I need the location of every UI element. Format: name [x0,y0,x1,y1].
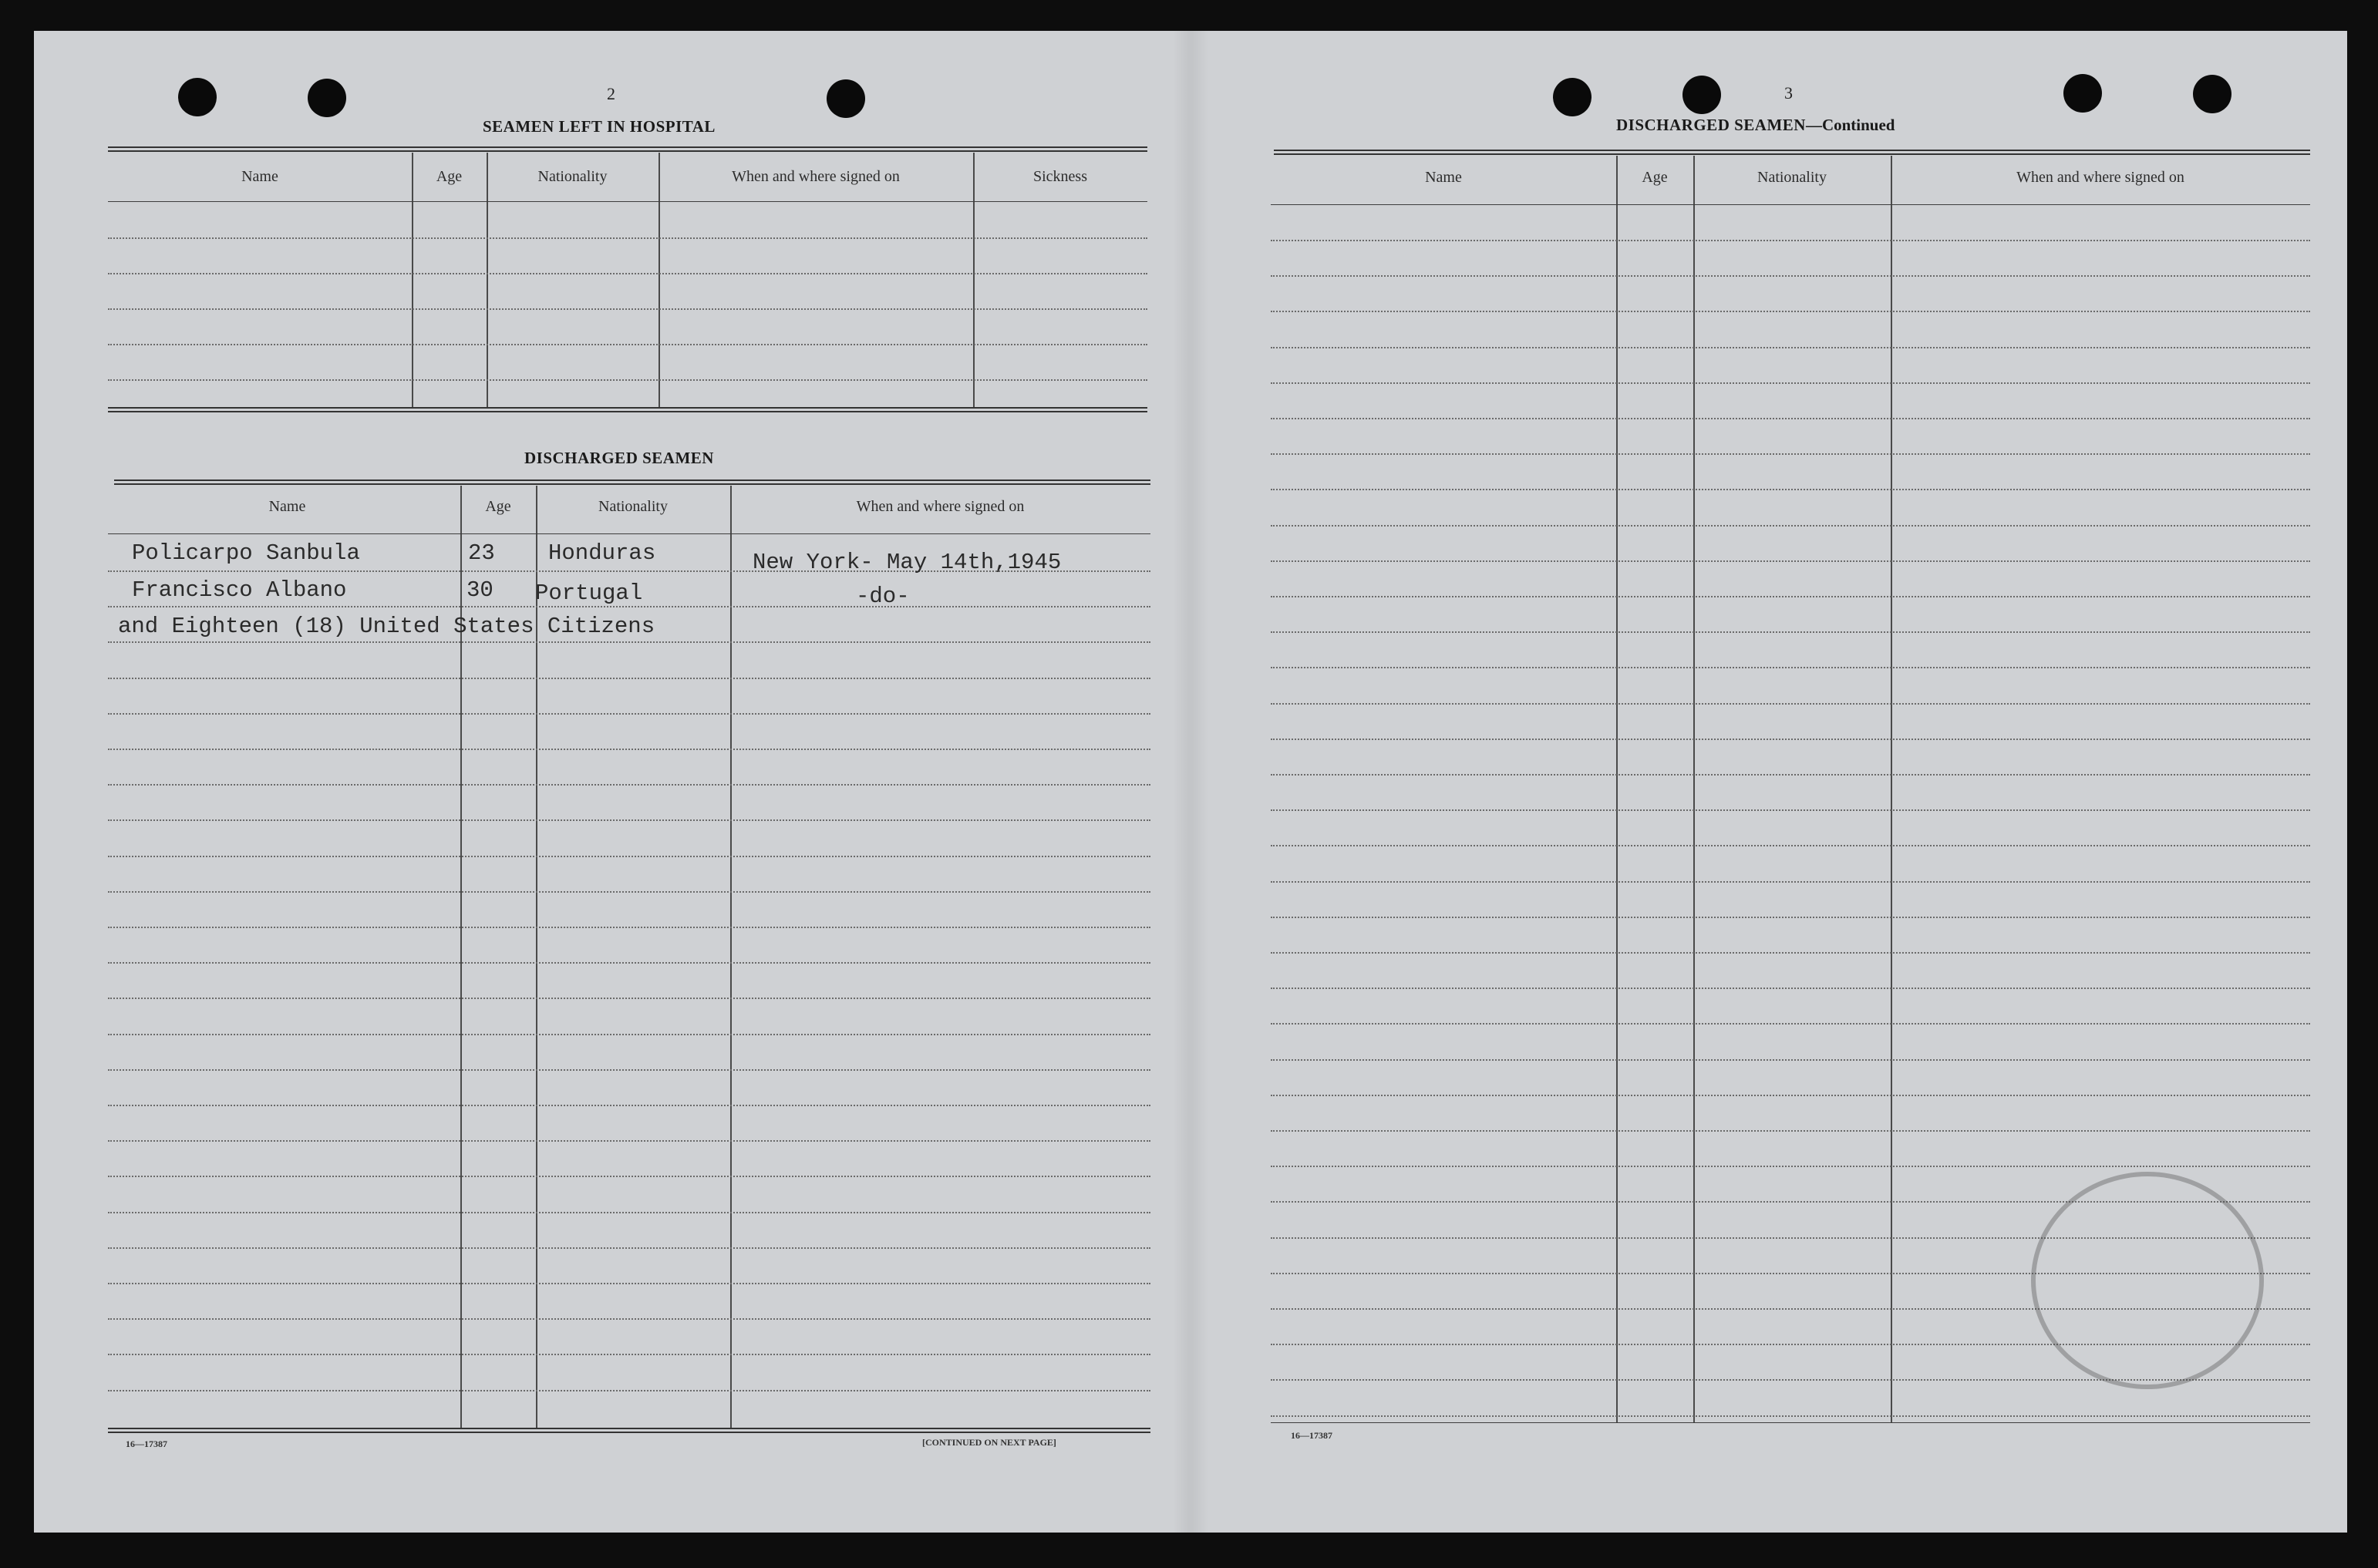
entry-line [1271,881,2310,883]
entry-line [108,1318,1150,1320]
entry-line [108,273,1147,274]
entry-line [108,344,1147,345]
entry-line [1271,845,2310,846]
punch-hole [178,78,217,116]
discharged-col-name: Name [268,498,306,515]
title-suffix: —Continued [1805,116,1895,134]
entry-line [1271,774,2310,776]
entry-line [108,1034,1150,1035]
table-bottom-rule [1271,1422,2310,1423]
table-row-signed-on: -do- [856,584,910,609]
column-divider [487,153,488,407]
entry-line [108,749,1150,750]
column-divider [658,153,660,407]
punch-hole [308,79,346,117]
column-divider [1616,156,1618,1422]
entry-line [108,713,1150,715]
entry-line [1271,809,2310,811]
punch-hole [1682,76,1721,114]
table-top-rule [108,146,1147,148]
entry-line [108,1354,1150,1355]
entry-line [108,819,1150,821]
continued-col-signed-on: When and where signed on [2016,169,2184,186]
entry-line [108,308,1147,310]
entry-line [1271,596,2310,597]
entry-line [108,1212,1150,1213]
table-row-nationality: Honduras [548,540,656,566]
title-text: DISCHARGED SEAMEN [1616,116,1806,134]
table-bottom-rule [108,1428,1150,1429]
entry-line [1271,1059,2310,1061]
table-row-nationality: Portugal [535,580,643,606]
entry-line [108,1105,1150,1106]
column-divider [412,153,413,407]
entry-line [108,962,1150,964]
entry-line [1271,347,2310,348]
column-divider [973,153,975,407]
entry-line [108,998,1150,999]
entry-line [1271,525,2310,527]
entry-line [108,1390,1150,1391]
header-bottom-rule [108,533,1150,534]
discharged-col-nationality: Nationality [598,498,668,515]
entry-line [1271,311,2310,312]
entry-line [1271,739,2310,740]
table-row-name: Francisco Albano [132,577,347,603]
header-bottom-rule [108,201,1147,202]
column-divider [1693,156,1695,1422]
entry-line [108,641,1150,643]
hospital-title: SEAMEN LEFT IN HOSPITAL [483,117,716,136]
discharged-continued-title [1616,116,1895,135]
hospital-col-sickness: Sickness [1033,168,1087,185]
continued-col-age: Age [1642,169,1668,186]
entry-line [1271,418,2310,419]
entry-line [1271,917,2310,918]
continued-note: [CONTINUED ON NEXT PAGE] [922,1437,1056,1448]
column-divider [1891,156,1892,1422]
form-number: 16—17387 [126,1438,167,1449]
entry-line [108,1140,1150,1142]
entry-line [1271,988,2310,989]
entry-line [108,1247,1150,1249]
entry-line [1271,382,2310,384]
faded-stamp [2031,1172,2264,1389]
table-row-age: 23 [468,540,495,566]
discharged-col-age: Age [485,498,511,515]
punch-hole [2193,75,2231,113]
entry-line [108,678,1150,679]
punch-hole [1553,78,1592,116]
discharged-note: and Eighteen (18) United States Citizens [118,614,655,639]
entry-line [108,237,1147,239]
hospital-col-age: Age [436,168,463,185]
entry-line [1271,240,2310,241]
entry-line [1271,703,2310,705]
table-row-signed-on: New York- May 14th,1945 [753,550,1062,575]
entry-line [1271,1415,2310,1417]
hospital-col-name: Name [241,168,278,185]
entry-line [1271,1095,2310,1096]
discharged-title: DISCHARGED SEAMEN [524,449,714,467]
entry-line [108,927,1150,928]
entry-line [1271,1023,2310,1025]
punch-hole [827,79,865,118]
entry-line [108,784,1150,786]
entry-line [1271,489,2310,490]
entry-line [108,891,1150,893]
discharged-col-signed-on: When and where signed on [856,498,1025,515]
header-bottom-rule [1271,204,2310,205]
entry-line [108,606,1150,607]
entry-line [108,379,1147,381]
entry-line [1271,560,2310,562]
continued-col-nationality: Nationality [1757,169,1827,186]
entry-line [108,1069,1150,1071]
document-paper [34,31,2347,1533]
table-bottom-rule [108,407,1147,409]
page-number: 3 [1784,83,1793,103]
punch-hole [2063,74,2102,113]
table-row-age: 30 [467,577,493,603]
table-row-name: Policarpo Sanbula [132,540,360,566]
entry-line [1271,453,2310,455]
center-fold [1173,31,1208,1533]
entry-line [108,1283,1150,1284]
entry-line [1271,275,2310,277]
continued-col-name: Name [1425,169,1462,186]
entry-line [1271,1166,2310,1167]
entry-line [1271,952,2310,954]
entry-line [108,856,1150,857]
table-top-rule [114,479,1150,481]
form-number: 16—17387 [1291,1430,1332,1441]
entry-line [1271,631,2310,633]
entry-line [108,1176,1150,1177]
table-top-rule [1274,150,2310,151]
entry-line [1271,1130,2310,1132]
column-divider [730,486,732,1428]
page-number: 2 [607,84,615,103]
entry-line [1271,667,2310,668]
hospital-col-signed-on: When and where signed on [732,168,900,185]
hospital-col-nationality: Nationality [537,168,608,185]
